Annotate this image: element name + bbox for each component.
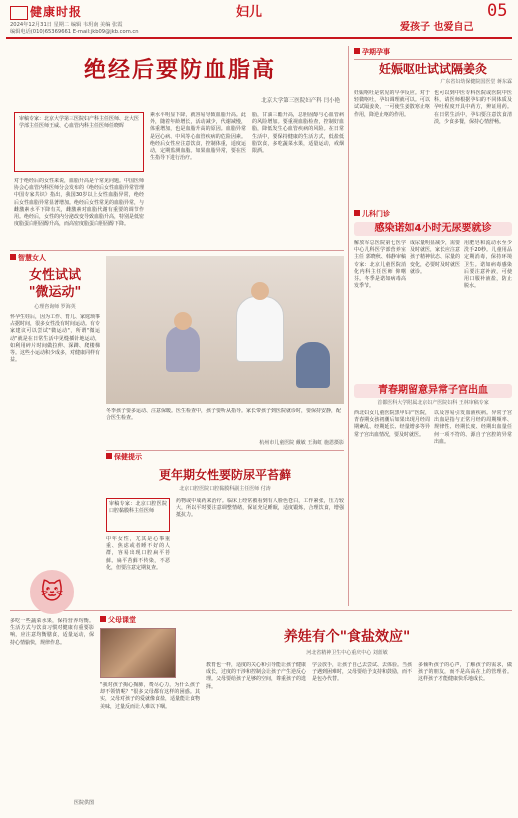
psych-title-line1: 女性试试 — [28, 268, 81, 283]
health-tip-reviewer: 审稿专家：北京口腔医院口腔黏膜科主任医师 — [106, 498, 170, 532]
adolescent-col1: 西北妇女儿童医院黑甲妇产医院，青春期女孩初潮后如果出现月经周期紊乱、经期延长、经量增多等异常子宫出血情况，要及时就医。 — [354, 410, 430, 438]
health-tip-title: 更年期女性要防尿平苔藓 — [158, 468, 291, 482]
section-tag-health-tip: 保健提示 — [106, 453, 142, 462]
article-main-col2: 素水平明显下降，就容易导致血脂升高。此外，随着年龄增长，活动减少，代谢减慢，体重增加，也是血脂升高的原因。血脂异常是冠心病、中风等心血管疾病的危险因素。绝经后女性应注意饮食，控制体重，适度运动，定期监测血脂。如果血脂异常，要在医生指导下进行治疗。 — [150, 112, 246, 162]
pregnancy-col1: 妊娠呕吐是常见的早孕反应。对于轻微呕吐，孕妇调理就可以。可以试试隔姜灸，一可使生姜散寒止呕作用，降逆止呕的作用。 — [354, 90, 430, 118]
article-main-byline: 北京大学第三医院妇产科 闫小艳 — [261, 98, 340, 104]
pregnancy-byline: 广东省妇幼保健院国医堂 蒋东霖 — [440, 79, 512, 85]
adolescent-title: 青春期留意异常子宫出血 — [354, 384, 512, 398]
psych-top-rule — [10, 250, 344, 251]
health-tip-byline: 北京口腔医院口腔黏膜科副主任医师 付涛 — [179, 486, 271, 492]
section-tag-parents: 父母课堂 — [100, 616, 136, 625]
article-main-col3: 脂，甘油三酯升高，总胆固醇与心血管病的风险增加。要重视血脂检查，控制好血脂，降低发生心血管疾病的风险。在日常生活中，要保持健康的生活方式，低盐低脂饮食，多吃蔬菜水果，适量运动，戒烟限酒。 — [252, 112, 344, 155]
parents-col3: 学会放手，让孩子自己去尝试、去体验。当孩子遇到困难时，父母要给予支持和鼓励，而不是包办代替。 — [312, 662, 412, 683]
adolescent-byline: 首都医科大学附属北京妇产医院妇科 王林审稿专家 — [377, 400, 489, 406]
psych-title-line2: "微运动" — [28, 285, 82, 300]
editor-contact: 编辑电话(010)65369661 E-mail:jkb09@jkb.com.cn — [10, 29, 139, 35]
column-divider — [348, 46, 349, 606]
article-main-col1: 对于绝经后的女性来说，血脂升高是个常见问题。中国医师协会心血管内科医师分会发布的《绝经后女性血脂异常管理中国专家共识》指出，我国30岁以上女性血脂异常，绝经后女性血脂异常显著增加。绝经后女性常见的血脂异常，与雌激素水平下降有关，雌激素对血脂代谢有重要的调节作用。绝经后，女性的内分泌改变导致血脂升高，特别是低密度脂蛋白胆固醇升高，而高密度脂蛋白胆固醇下降。 — [14, 178, 144, 228]
pregnancy-title: 妊娠呕吐试试隔姜灸 — [378, 62, 487, 76]
section-title: 妇儿 — [236, 5, 263, 20]
article-main-abstract: 审稿专家：北京大学第三医院妇产科主任医师、北大医学部主任医师王威、心血管内科主任医师任晓晖 — [14, 112, 144, 172]
parents-title: 养娃有个"食盐效应" — [283, 629, 411, 645]
issue-date: 2024年12月31日 星期二 编辑 韦玥南 美编 张霞 — [10, 22, 123, 28]
child-head — [174, 312, 192, 330]
photo-caption: 冬季孩子要多运动、注意保暖。医生检查中，孩子要听从指导。家长带孩子到医院就诊时，要保持安静，配合医生检查。 — [106, 408, 342, 421]
photo-credit: 杭州市儿童医院 戴敏 王海虹 施恩摄影 — [259, 440, 344, 446]
doctor-head — [251, 282, 269, 300]
section-tag-pediatrics: 儿科门诊 — [354, 210, 390, 219]
health-tip-col1: 中年女性，尤其是心事重重、焦虑或者睡不好的人群，容易出现口腔扁平苔藓。扁平苔藓不传染，不恶化，但要注意定期复查。 — [106, 536, 170, 571]
masthead-logo: 健康时报 — [30, 5, 83, 19]
pediatrics-col2: 成尿量明显减少，需要及时就医，家长应注意孩子精神状态、尿量的变化，必要时及时就医就诊。 — [410, 240, 460, 275]
page-number: 05 — [487, 1, 508, 21]
bottom-left-body: 多吃一些蔬菜水果，保持营养均衡。生活方式与饮食习惯对健康有重要影响，应注意均衡膳食，适量运动，保持心情愉快，规律作息。 — [10, 618, 94, 646]
section-tag-pregnancy: 孕期孕事 — [354, 48, 390, 57]
pregnancy-col2: 也可以到中医专科医院或医院中医科，请医师根据孕妇的不同体质及孕吐程度开具中药方，辨证用药。在日常生活中，孕妇要注意饮食清淡，少食多餐，保持心情舒畅。 — [434, 90, 512, 125]
pediatrics-title: 感染诺如4小时无尿要就诊 — [354, 222, 512, 236]
parent-figure — [296, 342, 330, 388]
bottom-left-credit: 医院供图 — [73, 800, 94, 806]
header-rule — [6, 37, 512, 39]
psych-body: 怀孕生娃后，因为工作、育儿、家庭琐事占据时间，很多女性没有时间运动。有专家建议可以尝试"微运动"，所谓"微运动"就是在日常生活中见缝插针地运动，如利用碎片时间做拉伸、深蹲、爬楼梯等。这些小运动积少成多，对健康同样有益。 — [10, 314, 100, 364]
health-tip-rule — [106, 450, 344, 451]
pediatrics-col1: 解放军总医院第七医学中心儿科医学部营养室主任 郭晓秋、韩静审稿专家：北京儿童医院消化内科主任医师 仰曙芬。冬季是诺如病毒高发季节。 — [354, 240, 406, 290]
doctor-figure — [236, 296, 284, 362]
clinic-photo — [106, 256, 344, 404]
child-figure — [166, 326, 200, 372]
parents-col2: 教育也一样，适度的关心和引导能让孩子健康成长，过度的干涉和控制会让孩子产生逆反心理。父母要给孩子足够的空间，尊重孩子的选择。 — [206, 662, 306, 690]
masthead-logo-frame — [10, 6, 28, 20]
cat-icon: 🐱 — [30, 570, 74, 614]
section-slogan: 爱孩子 也爱自己 — [400, 22, 474, 33]
article-main-title: 绝经后要防血脂高 — [83, 58, 276, 83]
family-photo — [100, 628, 176, 678]
psych-byline: 心理咨询师 罗海英 — [34, 304, 76, 310]
bottom-band-rule — [10, 610, 512, 611]
parents-col4: 多倾听孩子的心声，了解孩子的需求，做孩子的朋友，而不是高高在上的管理者。这样孩子才能健康快乐地成长。 — [418, 662, 512, 683]
parents-col1: "我对孩子掏心掏肺，费尽心力，为什么孩子却不领情呢？"很多父母都有这样的困惑。其实，父母对孩子的爱就像食盐，适量能让食物美味，过量反而让人难以下咽。 — [100, 682, 200, 710]
health-tip-col2: 药物或中成药来治疗。临床上经常被看到有人脸色苍白，工作紧张，压力较大，所以平时要注意调整情绪，保证充足睡眠，适度锻炼，合理饮食，增强抵抗力。 — [176, 498, 344, 519]
adolescent-col2: 以及容易引发血液疾病。异常子宫出血是指与正常月经的周期频率、规律性、经期长度、经期出血量任何一项不符的、源自子宫腔的异常出血。 — [434, 410, 512, 445]
parents-byline: 河北省精神卫生中心重庆中心 刘蓝敏 — [306, 650, 388, 656]
pediatrics-col3: 用肥皂和流动水至少洗手20秒。儿童用品定期消毒，保持环境卫生。诺如病毒感染后要注意补液，可使用口服补液盐，防止脱水。 — [464, 240, 512, 290]
pregnancy-rule — [354, 59, 512, 60]
section-tag-smart-women: 智慧女人 — [10, 254, 46, 263]
